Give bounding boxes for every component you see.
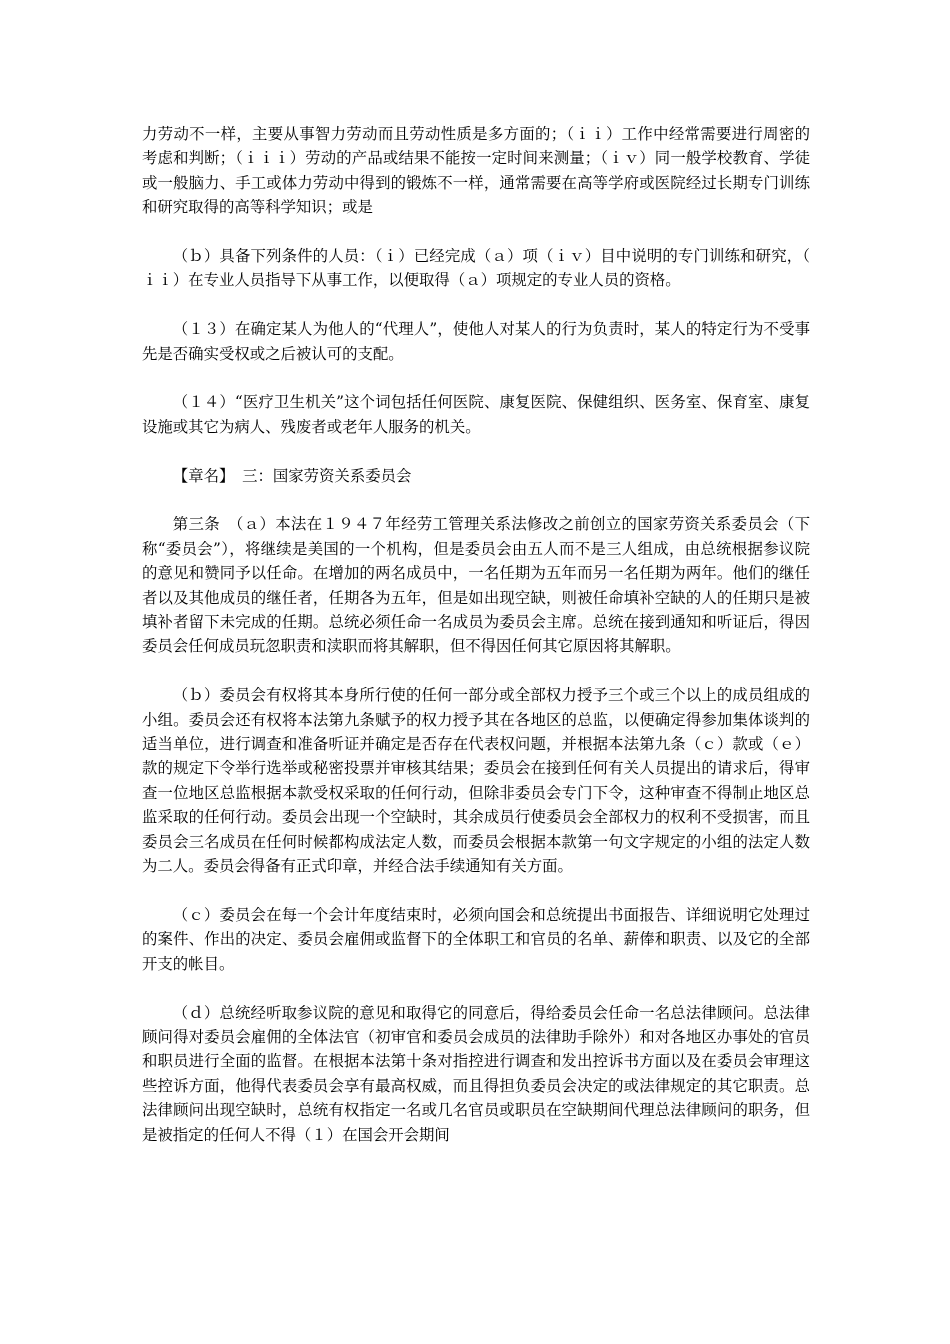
paragraph-item-13: （１３）在确定某人为他人的“代理人”，使他人对某人的行为负责时，某人的特定行为不受事先是否确实受权或之后被认可的支配。 [142,320,810,363]
chapter-heading [142,464,810,488]
paragraph-continued: 力劳动不一样，主要从事智力劳动而且劳动性质是多方面的；（ｉｉ）工作中经常需要进行周密的考虑和判断；（ｉｉｉ）劳动的产品或结果不能按一定时间来测量；（ｉｖ）同一般学校教育、学徒或一般脑力、手工或体力劳动中得到的锻炼不一样，通常需要在高等学府或医院经过长期专门训练和研究取得的高等科学知识；或是 [142,125,810,217]
article-3-d: （ｄ）总统经听取参议院的意见和取得它的同意后，得给委员会任命一名总法律顾问。总法律顾问得对委员会雇佣的全体法官（初审官和委员会成员的法律助手除外）和对各地区办事处的官员和职员进行全面的监督。在根据本法第十条对指控进行调查和发出控诉书方面以及在委员会审理这些控诉方面，他得代表委员会享有最高权威，而且得担负委员会决定的或法律规定的其它职责。总法律顾问出现空缺时，总统有权指定一名或几名官员或职员在空缺期间代理总法律顾问的职务，但是被指定的任何人不得（１）在国会开会期间 [142,1003,810,1144]
article-3-b: （ｂ）委员会有权将其本身所行使的任何一部分或全部权力授予三个或三个以上的成员组成的小组。委员会还有权将本法第九条赋予的权力授予其在各地区的总监，以便确定得参加集体谈判的适当单位，进行调查和准备听证并确定是否存在代表权问题，并根据本法第九条（ｃ）款或（ｅ）款的规定下令举行选举或秘密投票并审核其结果；委员会在接到任何有关人员提出的请求后，得审查一位地区总监根据本款受权采取的任何行动，但除非委员会专门下令，这种审查不得制止地区总监采取的任何行动。委员会出现一个空缺时，其余成员行使委员会全部权力的权利不受损害，而且委员会三名成员在任何时候都构成法定人数，而委员会根据本款第一句文字规定的小组的法定人数为二人。委员会得备有正式印章，并经合法手续通知有关方面。 [142,686,810,876]
document-body [142,122,810,1171]
article-3-c: （ｃ）委员会在每一个会计年度结束时，必须向国会和总统提出书面报告、详细说明它处理过的案件、作出的决定、委员会雇佣或监督下的全体职工和官员的名单、薪俸和职责、以及它的全部开支的帐目。 [142,905,810,973]
chapter-title: 三：国家劳资关系委员会 [242,466,412,485]
article-3-a: 第三条 （ａ）本法在１９４７年经劳工管理关系法修改之前创立的国家劳资关系委员会（下称“委员会”），将继续是美国的一个机构，但是委员会由五人而不是三人组成，由总统根据参议院的意见和赞同予以任命。在增加的两名成员中，一名任期为五年而另一名任期为两年。他们的继任者以及其他成员的继任者，任期各为五年，但是如出现空缺，则被任命填补空缺的人的任期只是被填补者留下未完成的任期。总统必须任命一名成员为委员会主席。总统在接到通知和听证后，得因委员会任何成员玩忽职责和渎职而将其解职，但不得因任何其它原因将其解职。 [142,515,810,656]
paragraph-item-14: （１４）“医疗卫生机关”这个词包括任何医院、康复医院、保健组织、医务室、保育室、康复设施或其它为病人、残废者或老年人服务的机关。 [142,393,810,436]
paragraph-item-b: （ｂ）具备下列条件的人员：（ｉ）已经完成（ａ）项（ｉｖ）目中说明的专门训练和研究，（ｉｉ）在专业人员指导下从事工作，以便取得（ａ）项规定的专业人员的资格。 [142,247,810,290]
chapter-label: 【章名】 [172,466,227,485]
